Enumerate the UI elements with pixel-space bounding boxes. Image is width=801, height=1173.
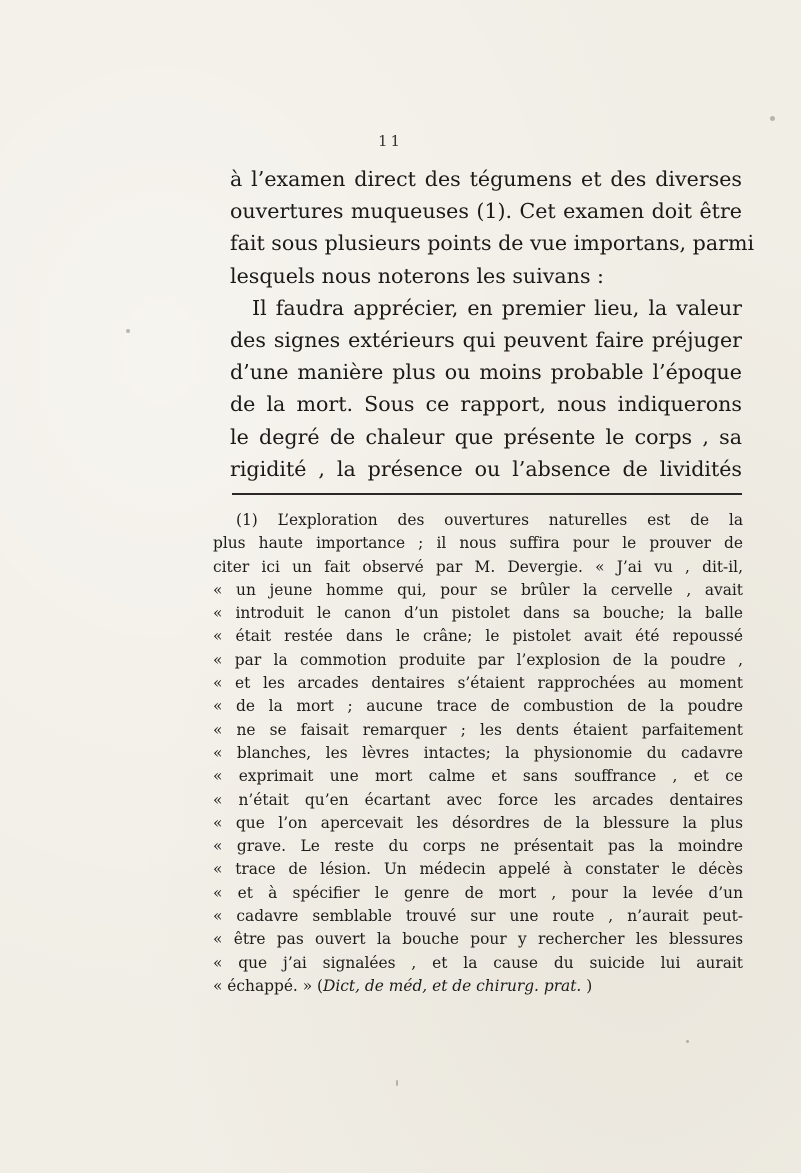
footnote-line: « trace de lésion. Un médecin appelé à constater le décès: [213, 860, 743, 879]
footnote-line: « exprimait une mort calme et sans souffrance , et ce: [213, 767, 743, 786]
body-line: lesquels nous noterons les suivans :: [230, 263, 604, 288]
body-line: à l’examen direct des tégumens et des diverses: [230, 167, 742, 191]
footnote-line: « n’était qu’en écartant avec force les arcades dentaires: [213, 790, 743, 809]
footnote-citation: Dict, de méd, et de chirurg. prat.: [323, 976, 582, 995]
body-line: d’une manière plus ou moins probable l’époque: [230, 360, 742, 385]
paper-speck: [126, 329, 130, 333]
page-number: 11: [378, 132, 404, 150]
paper-speck: [770, 116, 775, 121]
paper-speck: [686, 1040, 689, 1043]
footnote-last-suffix: ): [586, 976, 593, 995]
footnote-line: « grave. Le reste du corps ne présentait pas la moindre: [213, 837, 743, 856]
footnote-line: (1) L’exploration des ouvertures naturelles est de la: [236, 511, 743, 529]
body-line: le degré de chaleur que présente le corps , sa: [230, 424, 742, 449]
footnote-line: « et à spécifier le genre de mort , pour la levée d’un: [213, 883, 743, 902]
footnote-line: « était restée dans le crâne; le pistolet avait été repoussé: [213, 627, 743, 646]
body-line: des signes extérieurs qui peuvent faire préjuger: [230, 328, 742, 353]
body-line: rigidité , la présence ou l’absence de lividités: [230, 456, 742, 481]
footnote-line: « être pas ouvert la bouche pour y rechercher les blessures: [213, 930, 743, 949]
body-line: ouvertures muqueuses (1). Cet examen doit être: [230, 199, 742, 224]
footnote-line: « un jeune homme qui, pour se brûler la cervelle , avait: [213, 580, 743, 599]
footnote-line: « de la mort ; aucune trace de combustion de la poudre: [213, 697, 743, 716]
footnote-separator-rule: [232, 493, 742, 495]
footnote-last-line: [213, 975, 743, 998]
body-line: de la mort. Sous ce rapport, nous indiquerons: [230, 392, 742, 417]
body-line: Il faudra apprécier, en premier lieu, la valeur: [252, 295, 742, 320]
footnote-last-prefix: « échappé. » (: [213, 976, 324, 995]
footnote-line: citer ici un fait observé par M. Devergie. « J’ai vu , dit-il,: [213, 557, 743, 576]
footnote-line: « blanches, les lèvres intactes; la physionomie du cadavre: [213, 743, 743, 762]
paper-speck: [396, 1080, 398, 1086]
body-line: fait sous plusieurs points de vue importans, parmi: [230, 231, 755, 256]
footnote-line: plus haute importance ; il nous suffira pour le prouver de: [213, 534, 743, 553]
footnote-line: « et les arcades dentaires s’étaient rapprochées au moment: [213, 674, 743, 693]
footnote-line: « cadavre semblable trouvé sur une route , n’aurait peut-: [213, 907, 743, 926]
footnote-line: « que j’ai signalées , et la cause du suicide lui aurait: [213, 953, 743, 972]
footnote-line: « par la commotion produite par l’explosion de la poudre ,: [213, 650, 743, 669]
footnote-line: « introduit le canon d’un pistolet dans sa bouche; la balle: [213, 604, 743, 623]
footnote-block: [213, 509, 743, 998]
footnote-line: « ne se faisait remarquer ; les dents étaient parfaitement: [213, 720, 743, 739]
footnote-line: « que l’on apercevait les désordres de la blessure la plus: [213, 813, 743, 832]
main-text-block: [230, 163, 755, 485]
